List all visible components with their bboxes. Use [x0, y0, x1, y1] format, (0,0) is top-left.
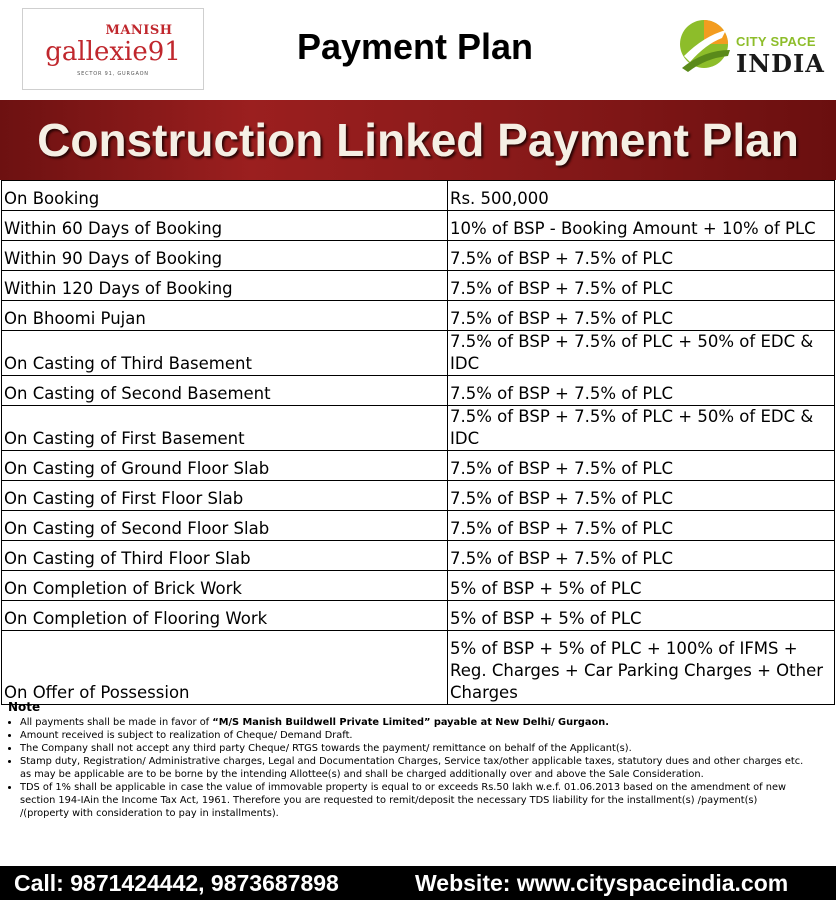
note-item-bold: “M/S Manish Buildwell Private Limited” payable at New Delhi/ Gurgaon. — [212, 717, 609, 728]
table-row — [2, 541, 835, 571]
note-item: • Amount received is subject to realization of Cheque/ Demand Draft. — [20, 729, 808, 742]
stage-cell: On Casting of Third Floor Slab — [2, 541, 448, 571]
payment-cell: 7.5% of BSP + 7.5% of PLC — [448, 481, 835, 511]
table-row — [2, 451, 835, 481]
payment-cell: 7.5% of BSP + 7.5% of PLC — [448, 451, 835, 481]
notes-list — [8, 716, 808, 820]
stage-cell: On Casting of First Floor Slab — [2, 481, 448, 511]
stage-cell: On Casting of Second Floor Slab — [2, 511, 448, 541]
table-row — [2, 271, 835, 301]
payment-cell: 7.5% of BSP + 7.5% of PLC — [448, 511, 835, 541]
table-row — [2, 571, 835, 601]
table-row — [2, 601, 835, 631]
footer-website: Website: www.cityspaceindia.com — [415, 870, 789, 896]
payment-cell: 7.5% of BSP + 7.5% of PLC — [448, 271, 835, 301]
payment-cell: 5% of BSP + 5% of PLC — [448, 601, 835, 631]
payment-plan-table — [1, 180, 835, 705]
banner-title: Construction Linked Payment Plan — [37, 114, 799, 166]
note-item: • The Company shall not accept any third party Cheque/ RTGS towards the payment/ remittance on behalf of the Applicant(s). — [20, 742, 808, 755]
note-item-text: All payments shall be made in favor of — [20, 717, 213, 728]
stage-cell: On Casting of Second Basement — [2, 376, 448, 406]
stage-cell: Within 90 Days of Booking — [2, 241, 448, 271]
payment-cell: 7.5% of BSP + 7.5% of PLC — [448, 241, 835, 271]
footer — [0, 866, 836, 900]
notes-section — [8, 700, 808, 820]
payment-cell: 7.5% of BSP + 7.5% of PLC — [448, 541, 835, 571]
payment-cell: 7.5% of BSP + 7.5% of PLC — [448, 376, 835, 406]
stage-cell: On Casting of First Basement — [2, 406, 448, 451]
table-row — [2, 481, 835, 511]
payment-cell: Rs. 500,000 — [448, 181, 835, 211]
page-title: Payment Plan — [296, 26, 534, 67]
payment-cell: 7.5% of BSP + 7.5% of PLC + 50% of EDC & IDC — [448, 331, 835, 376]
logo-india: INDIA — [736, 49, 825, 78]
stage-cell: Within 60 Days of Booking — [2, 211, 448, 241]
stage-cell: On Booking — [2, 181, 448, 211]
logo-brand-name: gallexie91 — [45, 37, 181, 67]
payment-cell: 7.5% of BSP + 7.5% of PLC — [448, 301, 835, 331]
table-row — [2, 331, 835, 376]
note-item — [20, 716, 808, 729]
footer-call: Call: 9871424442, 9873687898 — [14, 870, 339, 896]
payment-cell: 5% of BSP + 5% of PLC — [448, 571, 835, 601]
notes-title: Note — [8, 700, 41, 714]
stage-cell: On Casting of Third Basement — [2, 331, 448, 376]
table-row — [2, 211, 835, 241]
table-row — [2, 631, 835, 705]
note-item: • Stamp duty, Registration/ Administrative charges, Legal and Documentation Charges, Service tax/other applicable taxes, statutory dues and other charges etc. as may be applicable are to be borne by the intending Allottee(s) and shall be charged additionally over and above the Sale Consideration. — [20, 755, 808, 781]
stage-cell: On Completion of Flooring Work — [2, 601, 448, 631]
stage-cell: On Completion of Brick Work — [2, 571, 448, 601]
table-row — [2, 181, 835, 211]
table-row — [2, 511, 835, 541]
logo-brand-sub: SECTOR 91, GURGAON — [77, 71, 149, 77]
city-space-india-logo — [678, 12, 828, 87]
table-row — [2, 376, 835, 406]
stage-cell: Within 120 Days of Booking — [2, 271, 448, 301]
stage-cell: On Bhoomi Pujan — [2, 301, 448, 331]
logo-city-space: CITY SPACE — [736, 34, 816, 49]
stage-cell: On Casting of Ground Floor Slab — [2, 451, 448, 481]
payment-cell: 10% of BSP - Booking Amount + 10% of PLC — [448, 211, 835, 241]
city-space-globe-icon — [678, 16, 732, 76]
stage-cell: On Offer of Possession — [2, 631, 448, 705]
table-row — [2, 406, 835, 451]
header — [0, 0, 836, 100]
payment-cell: 5% of BSP + 5% of PLC + 100% of IFMS + Reg. Charges + Car Parking Charges + Other Charges — [448, 631, 835, 705]
manish-gallexie-logo — [22, 8, 204, 90]
table-row — [2, 241, 835, 271]
note-item: • TDS of 1% shall be applicable in case the value of immovable property is equal to or exceeds Rs.50 lakh w.e.f. 01.06.2013 based on the amendment of new section 194-IAin the Income Tax Act, 1961. Therefore you are requested to remit/deposit the necessary TDS liability for the installment(s) /payment(s) /(property with consideration to pay in installments). — [20, 781, 808, 820]
table-row — [2, 301, 835, 331]
payment-cell: 7.5% of BSP + 7.5% of PLC + 50% of EDC & IDC — [448, 406, 835, 451]
logo-brand-top: MANISH — [105, 23, 173, 38]
banner — [0, 100, 836, 180]
